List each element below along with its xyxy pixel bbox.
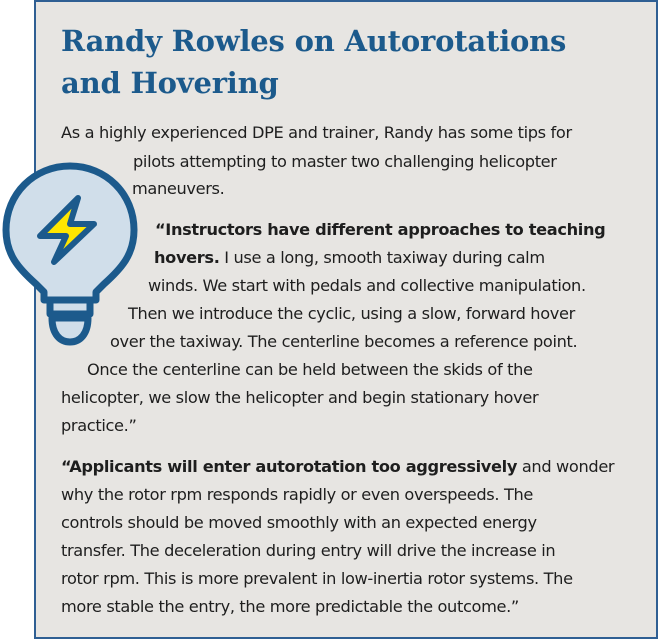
title-line-2: and Hovering	[61, 66, 279, 100]
quote1-line-8: practice.”	[61, 416, 137, 435]
quote1-bold-lead: “Instructors have different approaches to teaching	[155, 220, 606, 239]
quote1-line-1	[155, 220, 605, 240]
quote2-line-6: more stable the entry, the more predictable the outcome.”	[61, 597, 519, 616]
quote1-line-2	[154, 248, 545, 268]
intro-line-1: As a highly experienced DPE and trainer, Randy has some tips for	[61, 123, 572, 142]
quote1-bold-end: hovers.	[154, 248, 220, 267]
quote2-line-4: transfer. The deceleration during entry will drive the increase in	[61, 541, 556, 560]
lightbulb-lightning-icon	[0, 160, 140, 360]
quote2-bold-lead: “Applicants will enter autorotation too aggressively	[61, 457, 518, 476]
quote1-line-2-text: I use a long, smooth taxiway during calm	[219, 248, 545, 267]
title-line-1: Randy Rowles on Autorotations	[61, 24, 567, 58]
intro-line-2: pilots attempting to master two challenging helicopter	[133, 152, 557, 171]
quote2-line-5: rotor rpm. This is more prevalent in low-inertia rotor systems. The	[61, 569, 573, 588]
intro-line-3: maneuvers.	[132, 179, 225, 198]
quote1-line-3: winds. We start with pedals and collective manipulation.	[148, 276, 586, 295]
quote1-line-4: Then we introduce the cyclic, using a slow, forward hover	[128, 304, 575, 323]
sidebar-title	[61, 20, 566, 104]
quote2-line-1	[61, 457, 614, 477]
quote1-line-6: Once the centerline can be held between the skids of the	[87, 360, 533, 379]
quote1-line-5: over the taxiway. The centerline becomes a reference point.	[110, 332, 578, 351]
quote2-line-1-text: and wonder	[517, 457, 615, 476]
quote2-line-3: controls should be moved smoothly with an expected energy	[61, 513, 537, 532]
quote1-line-7: helicopter, we slow the helicopter and begin stationary hover	[61, 388, 539, 407]
quote2-line-2: why the rotor rpm responds rapidly or even overspeeds. The	[61, 485, 534, 504]
